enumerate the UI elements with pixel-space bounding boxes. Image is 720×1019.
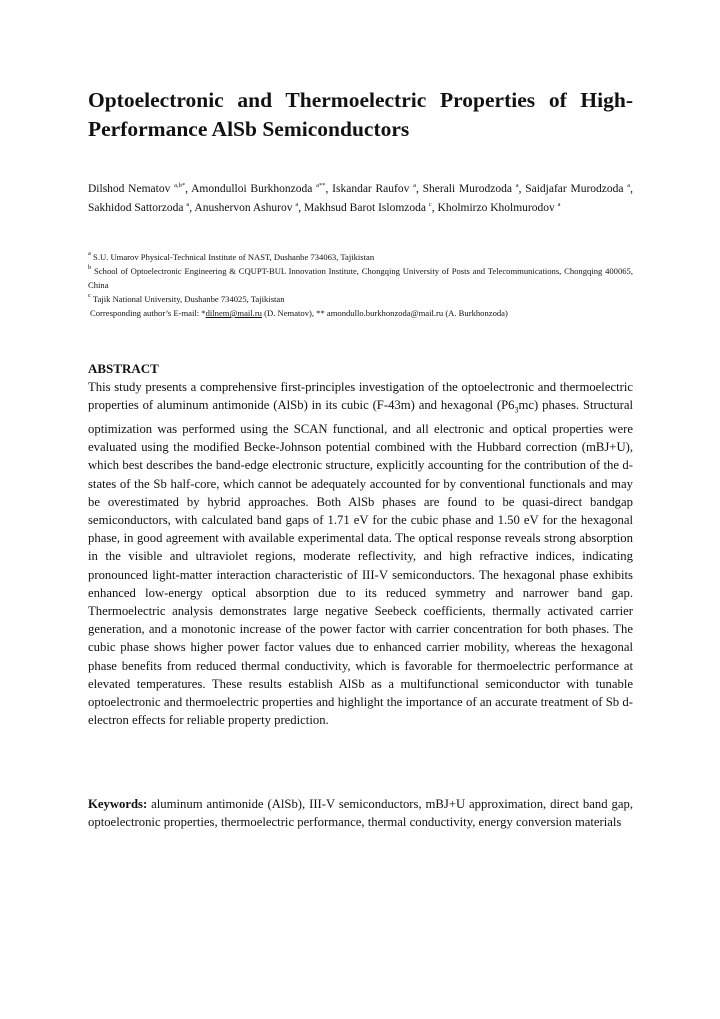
author-separator: ,: [298, 201, 304, 214]
author-separator: ,: [185, 183, 192, 195]
author-list: [88, 180, 633, 217]
affiliation-mark: c: [88, 292, 91, 299]
author: [438, 202, 561, 214]
author-name: Makhsud Barot Islomzoda: [303, 201, 426, 214]
affiliation-text: School of Optoelectronic Engineering & CQUPT-BUL Innovation Institute, Chongqing University of Posts and Telecommunications, Chongqing 400065, China: [88, 266, 634, 290]
correspondence-details: (D. Nematov), ** amondullo.burkhonzoda@mail.ru (A. Burkhonzoda): [261, 308, 508, 318]
author-name: Saidjafar Murodzoda: [525, 183, 624, 195]
keywords-label: Keywords:: [88, 797, 148, 811]
author: [304, 202, 438, 214]
author-affiliation-mark: a: [413, 182, 416, 189]
author: [88, 183, 191, 195]
abstract-text: [88, 378, 633, 729]
author-name: Sakhidod Sattorzoda: [88, 201, 184, 214]
abstract-part: mc) phases. Structural optimization was performed using the SCAN functional, and all electronic and optical properties were evaluated using the modified Becke-Johnson potential combined with the Hubbard correction (mBJ+U), which best describes the band-edge electronic structure, explicitly accounting for the contribution of the d-states of the Sb half-core, which cannot be adequately accounted for by conventional functionals and may be overestimated by hybrid approaches. Both AlSb phases are found to be quasi-direct bandgap semiconductors, with calculated band gaps of 1.71 eV for the cubic phase and 1.50 eV for the hexagonal phase, in good agreement with available experimental data. The optical response reveals strong absorption in the visible and ultraviolet regions, moderate reflectivity, and high refractive indices, indicating pronounced light-matter interaction characteristic of III-V semiconductors. The hexagonal phase exhibits enhanced low-energy optical absorption due to its reduced symmetry and narrower band gap. Thermoelectric analysis demonstrates large negative Seebeck coefficients, thermally activated carrier generation, and a monotonic increase of the power factor with carrier concentration for both phases. The cubic phase shows higher power factor values due to enhanced carrier mobility, whereas the hexagonal phase benefits from reduced thermal conductivity, which is favorable for thermoelectric performance at elevated temperatures. These results establish AlSb as a multifunctional semiconductor with tunable optoelectronic and thermoelectric properties and highlight the importance of an accurate treatment of Sb d-electron effects for reliable property prediction.: [88, 398, 633, 728]
email-link[interactable]: dilnem@mail.ru: [205, 308, 262, 318]
affiliation-item: [88, 292, 633, 306]
author-affiliation-mark: a: [627, 182, 631, 189]
affiliation-mark: b: [88, 264, 92, 271]
affiliation-text: S.U. Umarov Physical-Technical Institute of NAST, Dushanbe 734063, Tajikistan: [93, 252, 375, 262]
author-affiliation-mark: a: [186, 200, 190, 208]
affiliation-item: [88, 250, 633, 264]
author: [332, 183, 422, 195]
author-affiliation-mark: a: [557, 200, 561, 208]
author-separator: ,: [630, 183, 634, 195]
abstract-heading: ABSTRACT: [88, 361, 159, 376]
affiliation-mark: a: [88, 250, 91, 257]
author-separator: ,: [325, 183, 333, 195]
author: [423, 183, 526, 195]
author: [191, 183, 332, 195]
author-name: Sherali Murodzoda: [422, 183, 512, 195]
author-separator: ,: [518, 183, 526, 195]
author-affiliation-mark: a**: [316, 182, 326, 189]
corresponding-author: [88, 306, 633, 320]
keywords-text: aluminum antimonide (AlSb), III-V semiconductors, mBJ+U approximation, direct band gap, optoelectronic properties, thermoelectric performance, thermal conductivity, energy conversion materials: [88, 797, 633, 830]
affiliation-item: [88, 264, 633, 292]
author-separator: ,: [416, 183, 423, 195]
author-separator: ,: [189, 201, 195, 214]
author-affiliation-mark: a: [295, 200, 299, 208]
author-name: Amondulloi Burkhonzoda: [191, 183, 313, 195]
abstract-subscript: 3: [514, 405, 519, 415]
author-name: Dilshod Nematov: [88, 183, 171, 195]
keywords: [88, 795, 633, 831]
author: [88, 202, 194, 214]
author-affiliation-mark: a,b*: [174, 182, 186, 189]
author-affiliation-mark: a: [515, 182, 519, 189]
author-name: Iskandar Raufov: [332, 183, 410, 195]
author-name: Kholmirzo Kholmurodov: [437, 201, 555, 214]
correspondence-prefix: Corresponding author’s E-mail: *: [90, 308, 206, 318]
author-name: Anushervon Ashurov: [194, 201, 293, 214]
paper-title: Optoelectronic and Thermoelectric Properties of High-Performance AlSb Semiconductors: [88, 88, 633, 141]
affiliations: [88, 250, 633, 320]
affiliation-text: Tajik National University, Dushanbe 734025, Tajikistan: [92, 294, 285, 304]
author-separator: ,: [431, 201, 438, 214]
abstract-part: This study presents a comprehensive first-principles investigation of the optoelectronic and thermoelectric properties of aluminum antimonide (AlSb) in its cubic (F-43m) and hexagonal (P6: [88, 380, 633, 413]
author-affiliation-mark: c: [428, 200, 432, 208]
author: [194, 202, 304, 214]
author: [525, 183, 633, 195]
